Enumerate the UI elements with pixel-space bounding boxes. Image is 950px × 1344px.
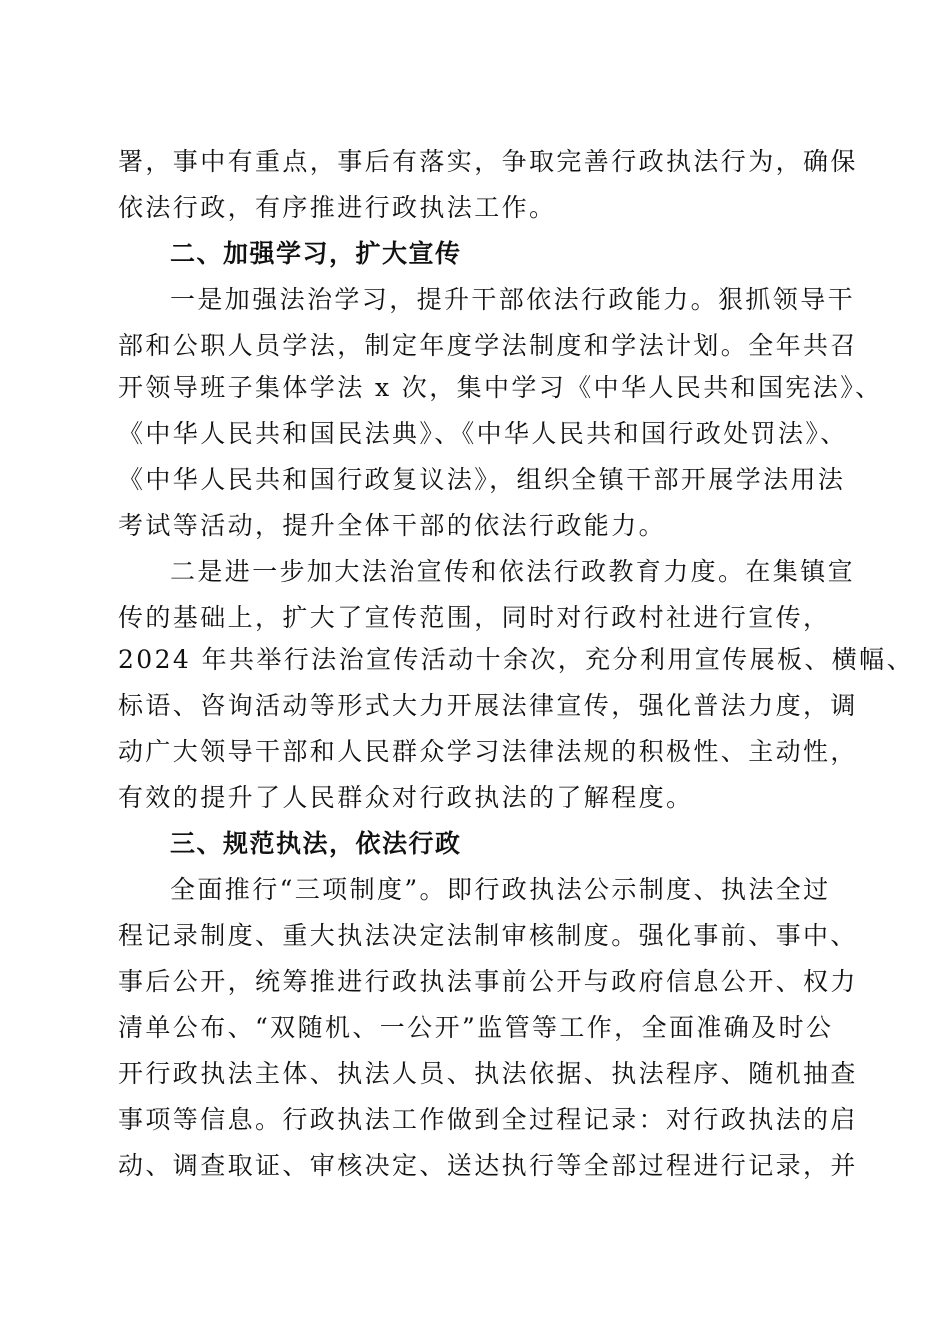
- body-text-line: 程记录制度、重大执法决定法制审核制度。强化事前、事中、: [118, 921, 858, 950]
- body-text-line: 有效的提升了人民群众对行政执法的了解程度。: [118, 783, 694, 812]
- body-text-line: 署，事中有重点，事后有落实，争取完善行政执法行为，确保: [118, 147, 858, 176]
- body-text-line: 事后公开，统筹推进行政执法事前公开与政府信息公开、权力: [118, 967, 858, 996]
- body-text-line: 开领导班子集体学法 x 次，集中学习《中华人民共和国宪法》、: [118, 373, 883, 402]
- paragraph-first-line: 二是进一步加大法治宣传和依法行政教育力度。在集镇宣: [170, 557, 856, 586]
- body-text-line: 开行政执法主体、执法人员、执法依据、执法程序、随机抽查: [118, 1059, 858, 1088]
- body-text-line: 事项等信息。行政执法工作做到全过程记录：对行政执法的启: [118, 1105, 858, 1134]
- paragraph-first-line: 全面推行“三项制度”。即行政执法公示制度、执法全过: [170, 875, 831, 904]
- body-text-line: 《中华人民共和国行政复议法》，组织全镇干部开展学法用法: [118, 465, 846, 494]
- section-heading-2: 二、加强学习，扩大宣传: [170, 239, 462, 268]
- body-text-line: 动、调查取证、审核决定、送达执行等全部过程进行记录，并: [118, 1151, 858, 1180]
- body-text-line: 《中华人民共和国民法典》、《中华人民共和国行政处罚法》、: [118, 419, 848, 448]
- body-text-line: 部和公职人员学法，制定年度学法制度和学法计划。全年共召: [118, 331, 858, 360]
- body-text-line: 2024 年共举行法治宣传活动十余次，充分利用宣传展板、横幅、: [118, 645, 914, 674]
- section-heading-3: 三、规范执法，依法行政: [170, 829, 462, 858]
- body-text-line: 清单公布、“双随机、一公开”监管等工作，全面准确及时公: [118, 1013, 834, 1042]
- paragraph-first-line: 一是加强法治学习，提升干部依法行政能力。狠抓领导干: [170, 285, 856, 314]
- body-text-line: 依法行政，有序推进行政执法工作。: [118, 193, 557, 222]
- body-text-line: 考试等活动，提升全体干部的依法行政能力。: [118, 511, 667, 540]
- body-text-line: 传的基础上，扩大了宣传范围，同时对行政村社进行宣传，: [118, 603, 831, 632]
- body-text-line: 标语、咨询活动等形式大力开展法律宣传，强化普法力度，调: [118, 691, 858, 720]
- body-text-line: 动广大领导干部和人民群众学习法律法规的积极性、主动性，: [118, 737, 858, 766]
